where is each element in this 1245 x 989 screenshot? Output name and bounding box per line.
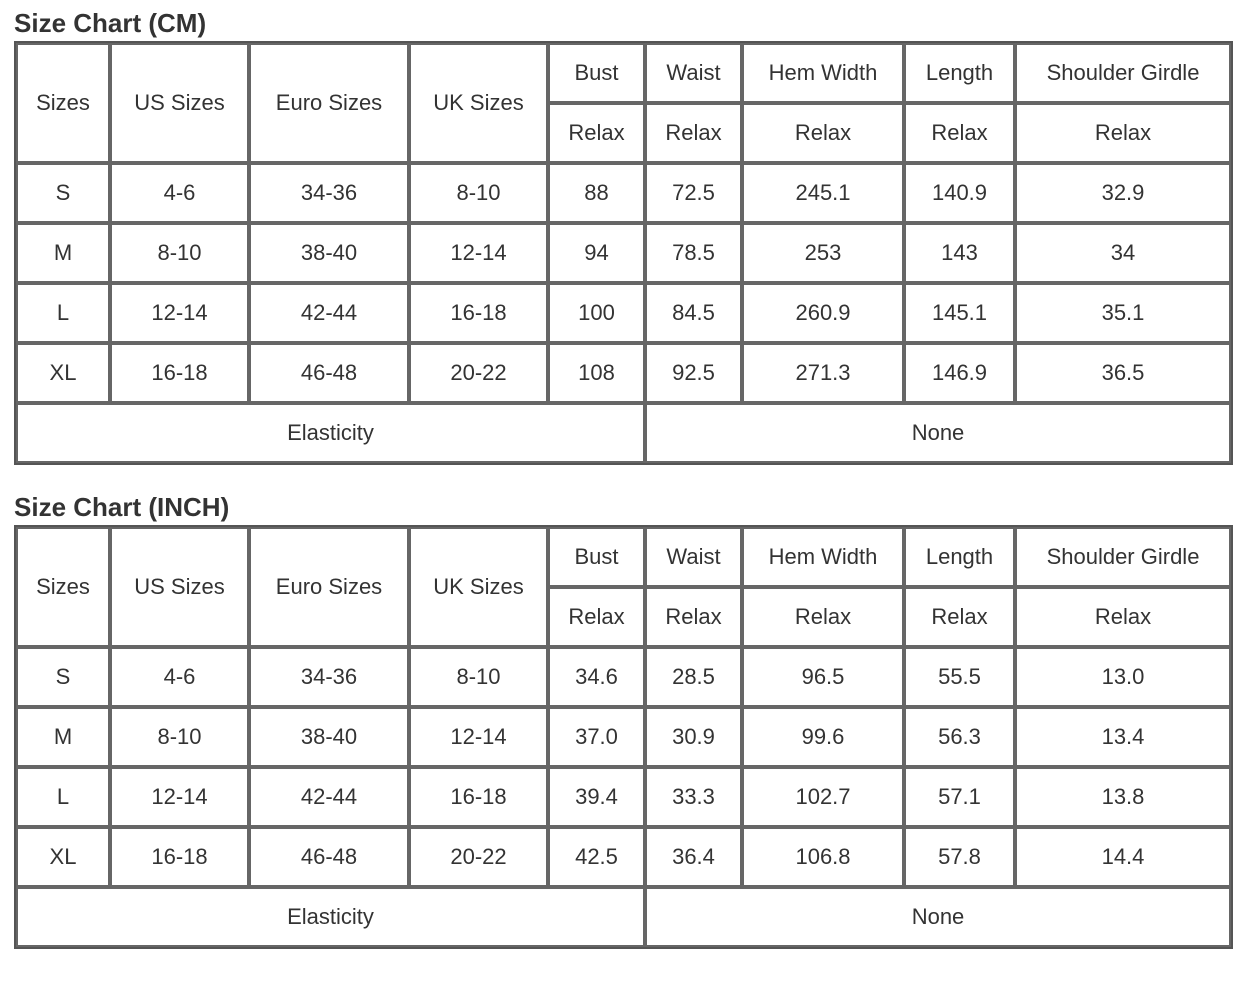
- cell-size: S: [16, 163, 110, 223]
- cell-us: 12-14: [110, 283, 249, 343]
- subheader-length-relax: Relax: [904, 587, 1015, 647]
- cell-size: XL: [16, 343, 110, 403]
- cell-us: 8-10: [110, 223, 249, 283]
- header-us-sizes: US Sizes: [110, 527, 249, 647]
- cell-hem: 260.9: [742, 283, 904, 343]
- cell-size: L: [16, 767, 110, 827]
- cell-hem: 271.3: [742, 343, 904, 403]
- header-bust: Bust: [548, 527, 645, 587]
- cell-bust: 100: [548, 283, 645, 343]
- cell-euro: 34-36: [249, 163, 409, 223]
- header-hem-width: Hem Width: [742, 43, 904, 103]
- elasticity-value: None: [645, 887, 1231, 947]
- cell-euro: 38-40: [249, 223, 409, 283]
- subheader-shoulder-relax: Relax: [1015, 103, 1231, 163]
- cell-euro: 46-48: [249, 343, 409, 403]
- cell-length: 57.1: [904, 767, 1015, 827]
- cell-waist: 72.5: [645, 163, 742, 223]
- header-us-sizes: US Sizes: [110, 43, 249, 163]
- cell-uk: 12-14: [409, 223, 548, 283]
- cell-us: 4-6: [110, 163, 249, 223]
- cell-euro: 34-36: [249, 647, 409, 707]
- cell-us: 8-10: [110, 707, 249, 767]
- cell-euro: 46-48: [249, 827, 409, 887]
- cell-bust: 88: [548, 163, 645, 223]
- cell-euro: 42-44: [249, 767, 409, 827]
- cell-waist: 92.5: [645, 343, 742, 403]
- header-euro-sizes: Euro Sizes: [249, 527, 409, 647]
- header-bust: Bust: [548, 43, 645, 103]
- header-waist: Waist: [645, 43, 742, 103]
- table-row-s: [16, 163, 1231, 223]
- header-row: [16, 527, 1231, 587]
- subheader-waist-relax: Relax: [645, 587, 742, 647]
- size-chart-inch-title: Size Chart (INCH): [14, 492, 230, 522]
- table-row-xl: [16, 343, 1231, 403]
- header-hem-width: Hem Width: [742, 527, 904, 587]
- cell-euro: 38-40: [249, 707, 409, 767]
- size-chart-cm-title: Size Chart (CM): [14, 8, 207, 38]
- cell-size: L: [16, 283, 110, 343]
- cell-shoulder: 14.4: [1015, 827, 1231, 887]
- header-sizes: Sizes: [16, 43, 110, 163]
- cell-size: S: [16, 647, 110, 707]
- cell-length: 56.3: [904, 707, 1015, 767]
- cell-shoulder: 32.9: [1015, 163, 1231, 223]
- cell-shoulder: 13.8: [1015, 767, 1231, 827]
- cell-hem: 253: [742, 223, 904, 283]
- header-uk-sizes: UK Sizes: [409, 527, 548, 647]
- header-length: Length: [904, 43, 1015, 103]
- cell-waist: 84.5: [645, 283, 742, 343]
- cell-hem: 102.7: [742, 767, 904, 827]
- cell-uk: 16-18: [409, 283, 548, 343]
- cell-bust: 39.4: [548, 767, 645, 827]
- cell-hem: 99.6: [742, 707, 904, 767]
- cell-us: 12-14: [110, 767, 249, 827]
- elasticity-label: Elasticity: [16, 403, 645, 463]
- cell-waist: 33.3: [645, 767, 742, 827]
- header-waist: Waist: [645, 527, 742, 587]
- size-chart-cm-table: [14, 41, 1233, 465]
- cell-size: XL: [16, 827, 110, 887]
- header-sizes: Sizes: [16, 527, 110, 647]
- subheader-bust-relax: Relax: [548, 103, 645, 163]
- cell-bust: 42.5: [548, 827, 645, 887]
- cell-shoulder: 34: [1015, 223, 1231, 283]
- cell-uk: 12-14: [409, 707, 548, 767]
- cell-uk: 8-10: [409, 647, 548, 707]
- cell-us: 16-18: [110, 343, 249, 403]
- cell-length: 145.1: [904, 283, 1015, 343]
- cell-shoulder: 13.4: [1015, 707, 1231, 767]
- cell-hem: 245.1: [742, 163, 904, 223]
- header-shoulder-girdle: Shoulder Girdle: [1015, 527, 1231, 587]
- table-row-l: [16, 283, 1231, 343]
- cell-size: M: [16, 223, 110, 283]
- cell-size: M: [16, 707, 110, 767]
- elasticity-row: [16, 403, 1231, 463]
- cell-bust: 34.6: [548, 647, 645, 707]
- cell-hem: 106.8: [742, 827, 904, 887]
- elasticity-row: [16, 887, 1231, 947]
- header-length: Length: [904, 527, 1015, 587]
- table-row-m: [16, 707, 1231, 767]
- cell-bust: 37.0: [548, 707, 645, 767]
- header-uk-sizes: UK Sizes: [409, 43, 548, 163]
- elasticity-value: None: [645, 403, 1231, 463]
- cell-uk: 8-10: [409, 163, 548, 223]
- subheader-hem-relax: Relax: [742, 103, 904, 163]
- cell-waist: 78.5: [645, 223, 742, 283]
- header-shoulder-girdle: Shoulder Girdle: [1015, 43, 1231, 103]
- cell-bust: 108: [548, 343, 645, 403]
- table-row-m: [16, 223, 1231, 283]
- elasticity-label: Elasticity: [16, 887, 645, 947]
- cell-length: 55.5: [904, 647, 1015, 707]
- subheader-waist-relax: Relax: [645, 103, 742, 163]
- cell-length: 146.9: [904, 343, 1015, 403]
- cell-waist: 30.9: [645, 707, 742, 767]
- cell-shoulder: 13.0: [1015, 647, 1231, 707]
- cell-bust: 94: [548, 223, 645, 283]
- cell-hem: 96.5: [742, 647, 904, 707]
- size-chart-inch-table: [14, 525, 1233, 949]
- subheader-shoulder-relax: Relax: [1015, 587, 1231, 647]
- cell-shoulder: 35.1: [1015, 283, 1231, 343]
- header-row: [16, 43, 1231, 103]
- table-row-xl: [16, 827, 1231, 887]
- table-row-s: [16, 647, 1231, 707]
- cell-uk: 16-18: [409, 767, 548, 827]
- subheader-hem-relax: Relax: [742, 587, 904, 647]
- cell-length: 57.8: [904, 827, 1015, 887]
- cell-uk: 20-22: [409, 827, 548, 887]
- cell-us: 16-18: [110, 827, 249, 887]
- cell-length: 140.9: [904, 163, 1015, 223]
- cell-waist: 28.5: [645, 647, 742, 707]
- cell-waist: 36.4: [645, 827, 742, 887]
- cell-us: 4-6: [110, 647, 249, 707]
- cell-length: 143: [904, 223, 1015, 283]
- subheader-bust-relax: Relax: [548, 587, 645, 647]
- header-euro-sizes: Euro Sizes: [249, 43, 409, 163]
- cell-uk: 20-22: [409, 343, 548, 403]
- subheader-length-relax: Relax: [904, 103, 1015, 163]
- cell-euro: 42-44: [249, 283, 409, 343]
- cell-shoulder: 36.5: [1015, 343, 1231, 403]
- table-row-l: [16, 767, 1231, 827]
